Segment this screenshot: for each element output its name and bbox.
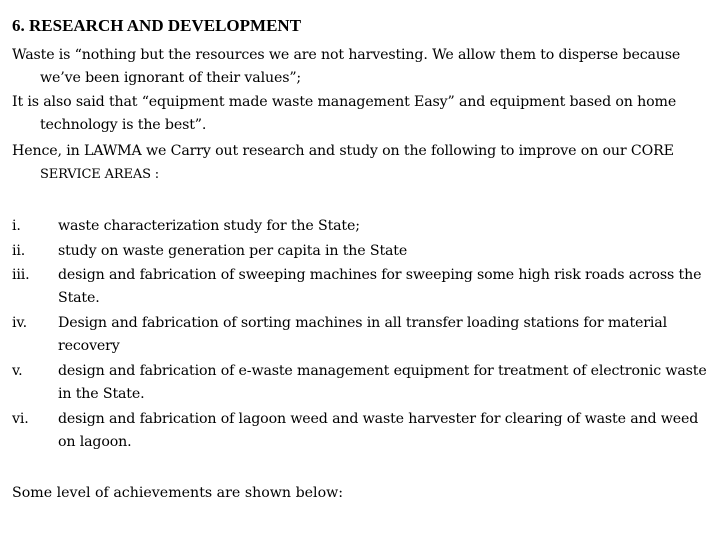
- intro-1-line-1: Waste is “nothing but the resources we are not harvesting. We allow them to disperse because: [12, 47, 681, 63]
- list-number: vi.: [12, 411, 29, 427]
- list-number: v.: [12, 363, 23, 379]
- list-text: study on waste generation per capita in the State: [58, 243, 408, 259]
- list-text: Design and fabrication of sorting machines in all transfer loading stations for material recovery: [58, 315, 667, 354]
- list-number: iv.: [12, 315, 27, 331]
- section-heading: 6. RESEARCH AND DEVELOPMENT: [12, 16, 302, 35]
- intro-3-line-2: SERVICE AREAS :: [40, 167, 160, 182]
- list-number: i.: [12, 218, 21, 234]
- intro-1-line-2: we’ve been ignorant of their values”;: [40, 70, 302, 86]
- intro-paragraph-1: [12, 44, 712, 90]
- list-text: design and fabrication of lagoon weed and waste harvester for clearing of waste and weed on lagoon.: [58, 411, 699, 450]
- intro-paragraph-2: [12, 91, 712, 137]
- list-number: iii.: [12, 267, 30, 283]
- list-text: design and fabrication of e-waste management equipment for treatment of electronic waste in the State.: [58, 363, 707, 402]
- intro-3-line-1: Hence, in LAWMA we Carry out research and study on the following to improve on our CORE: [12, 143, 674, 159]
- intro-2-line-2: technology is the best”.: [40, 117, 207, 133]
- list-number: ii.: [12, 243, 26, 259]
- list-text: design and fabrication of sweeping machines for sweeping some high risk roads across the State.: [58, 267, 702, 306]
- intro-2-line-1: It is also said that “equipment made waste management Easy” and equipment based on home: [12, 94, 677, 110]
- intro-paragraph-3: [12, 140, 712, 186]
- closing-line: Some level of achievements are shown below:: [12, 485, 344, 501]
- list-text: waste characterization study for the State;: [58, 218, 360, 234]
